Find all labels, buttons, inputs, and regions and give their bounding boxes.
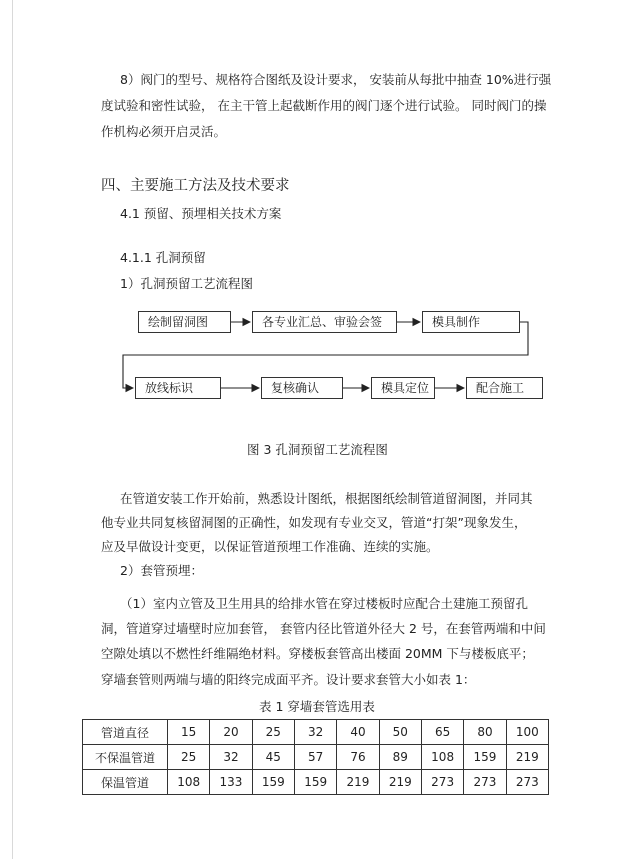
subsection-heading-4-1: 4.1 预留、预埋相关技术方案 bbox=[120, 206, 282, 221]
table-row-label: 管道直径 bbox=[83, 720, 168, 745]
table-cell: 65 bbox=[421, 720, 463, 745]
table-cell: 219 bbox=[379, 770, 421, 795]
table-cell: 89 bbox=[379, 745, 421, 770]
table-cell: 40 bbox=[337, 720, 379, 745]
table-cell: 159 bbox=[464, 745, 506, 770]
flow-step-5: 复核确认 bbox=[261, 377, 343, 399]
para1-line3: 应及早做设计变更，以保证管道预埋工作准确、连续的实施。 bbox=[101, 539, 439, 554]
table-cell: 133 bbox=[210, 770, 252, 795]
sleeve-line3: 空隙处填以不燃性纤维隔绝材料。穿楼板套管高出楼面 20MM 下与楼板底平； bbox=[101, 646, 534, 661]
flow-step-7: 配合施工 bbox=[466, 377, 543, 399]
table-cell: 273 bbox=[421, 770, 463, 795]
sleeve-line1: （1）室内立管及卫生用具的给排水管在穿过楼板时应配合土建施工预留孔 bbox=[120, 596, 528, 611]
sleeve-line2: 洞，管道穿过墙壁时应加套管， 套管内径比管道外径大 2 号，在套管两端和中间 bbox=[101, 621, 546, 636]
table-cell: 159 bbox=[294, 770, 336, 795]
table-cell: 273 bbox=[464, 770, 506, 795]
flow-step-4: 放线标识 bbox=[135, 377, 221, 399]
flow-step-2: 各专业汇总、审验会签 bbox=[252, 311, 397, 333]
flow-step-3: 模具制作 bbox=[422, 311, 520, 333]
table-cell: 80 bbox=[464, 720, 506, 745]
table-cell: 219 bbox=[506, 745, 548, 770]
table-row-label: 保温管道 bbox=[83, 770, 168, 795]
para1-line2: 他专业共同复核留洞图的正确性，如发现有专业交叉，管道“打架”现象发生， bbox=[101, 515, 527, 530]
table-cell: 25 bbox=[252, 720, 294, 745]
table-row-label: 不保温管道 bbox=[83, 745, 168, 770]
table-cell: 25 bbox=[168, 745, 210, 770]
sleeve-table bbox=[82, 719, 549, 795]
item8-line1: 8）阀门的型号、规格符合图纸及设计要求， 安装前从每批中抽查 10%进行强 bbox=[120, 72, 552, 87]
table-cell: 50 bbox=[379, 720, 421, 745]
flow-step-1: 绘制留洞图 bbox=[138, 311, 231, 333]
table-row bbox=[83, 720, 549, 745]
sleeve-line4: 穿墙套管则两端与墙的阳终完成面平齐。设计要求套管大小如表 1： bbox=[101, 672, 476, 687]
subsection-heading-4-1-1: 4.1.1 孔洞预留 bbox=[120, 250, 206, 265]
table-cell: 159 bbox=[252, 770, 294, 795]
table-cell: 20 bbox=[210, 720, 252, 745]
sleeve-title: 2）套管预埋： bbox=[120, 563, 203, 578]
table-cell: 15 bbox=[168, 720, 210, 745]
table-cell: 100 bbox=[506, 720, 548, 745]
item8-line2: 度试验和密性试验， 在主干管上起截断作用的阀门逐个进行试验。 同时阀门的操 bbox=[101, 98, 547, 113]
table-cell: 108 bbox=[168, 770, 210, 795]
section-heading-4: 四、主要施工方法及技术要求 bbox=[101, 178, 290, 194]
table-cell: 76 bbox=[337, 745, 379, 770]
table-cell: 108 bbox=[421, 745, 463, 770]
table-row bbox=[83, 745, 549, 770]
flowchart-intro: 1）孔洞预留工艺流程图 bbox=[120, 276, 253, 291]
table-cell: 32 bbox=[210, 745, 252, 770]
table-cell: 57 bbox=[294, 745, 336, 770]
flow-step-6: 模具定位 bbox=[371, 377, 435, 399]
table-row bbox=[83, 770, 549, 795]
table-cell: 219 bbox=[337, 770, 379, 795]
table-cell: 273 bbox=[506, 770, 548, 795]
flowchart-caption: 图 3 孔洞预留工艺流程图 bbox=[247, 442, 388, 457]
table-cell: 45 bbox=[252, 745, 294, 770]
table-cell: 32 bbox=[294, 720, 336, 745]
item8-line3: 作机构必须开启灵活。 bbox=[101, 124, 227, 139]
table-title: 表 1 穿墙套管选用表 bbox=[259, 699, 375, 714]
para1-line1: 在管道安装工作开始前，熟悉设计图纸，根据图纸绘制管道留洞图，并同其 bbox=[120, 491, 533, 506]
